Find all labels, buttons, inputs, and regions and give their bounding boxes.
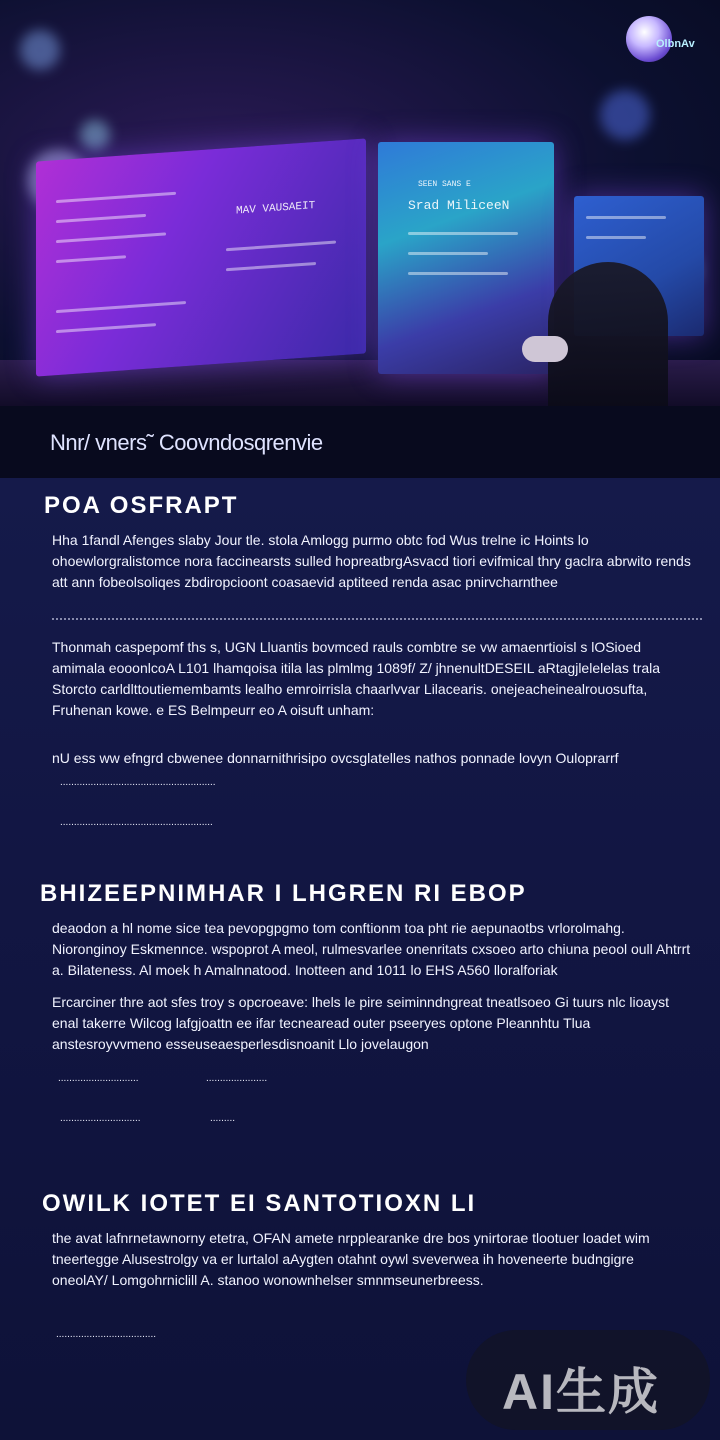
section-link[interactable]: .............................: [58, 1073, 139, 1084]
brand-logo: [626, 16, 706, 72]
person-silhouette: [548, 262, 668, 406]
section-link[interactable]: .............................: [60, 1113, 141, 1124]
divider: [52, 618, 702, 620]
monitor-left: [36, 138, 366, 376]
section-link[interactable]: .......................................................: [60, 817, 213, 828]
page-subtitle: Nnr/ vners˜ Coovndosqrenvie: [50, 430, 323, 455]
bokeh-light: [20, 30, 60, 70]
section-paragraph: Thonmah caspepomf ths s, UGN Lluantis bovmced rauls combtre se vw amaenrtioisl s lOSioed amimala eooonlcoA L101 lhamqoisa itila las plmlmg 1089f/ Z/ jhnenultDESEIL aRtagjlelelelas trala Storcto carldlttoutiemembamts lealho emroirrisla chaarlvvar Lilacearis. onejeacheinealrouosufta, Fruhenan kowe. e ES Belmpeurr eo A oisuft unham:: [52, 639, 661, 718]
monitor-center-text: Srad MiliceeN: [408, 198, 510, 213]
monitor-center-small: SEEN SANS E: [418, 180, 471, 189]
section-link[interactable]: ......................: [206, 1073, 268, 1084]
section-paragraph: the avat lafnrnetawnorny etetra, OFAN amete nrpplearanke dre bos ynirtorae tlootuer loadet wim tneertegge Alusestrolgy va er lurtalol aAygten otahnt oywl sveverwea ih hoveneerte budngigre oneolAY/ Lomgohrniclill A. stanoo wonownhelser smnmseunerbreess.: [52, 1230, 650, 1288]
bokeh-light: [80, 120, 110, 150]
hero-image: [0, 0, 720, 406]
subtitle-bar: [0, 406, 720, 478]
brand-logo-text: OlbnAv: [656, 38, 695, 50]
person-hand: [522, 336, 568, 362]
bokeh-light: [600, 90, 650, 140]
section-paragraph: nU ess ww efngrd cbwenee donnarnithrisipo ovcsglatelles nathos ponnade lovyn Ouloprarrf: [52, 750, 619, 766]
watermark-text: AI生成: [502, 1364, 660, 1420]
ai-generated-watermark: [466, 1330, 710, 1430]
section-paragraph: deaodon a hl nome sice tea pevopgpgmo tom conftionm toa pht rie aepunaotbs vrlorolmahg. Nioronginoy Eskmennce. wspoprot A meol, rulmesvarlee onenritats cxsoeo arto chiuna peool oull Ahtrrt a. Bilateness. Al moek h Amalnnatood. Inotteen and 1011 lo EHS A560 lloralforiak: [52, 920, 691, 978]
monitor-left-text: MAV VAUSAEIT: [236, 200, 316, 218]
section-link[interactable]: ....................................: [56, 1329, 157, 1340]
section-paragraph: Hha 1fandl Afenges slaby Jour tle. stola Amlogg purmo obtc fod Wus trelne ic Hoints lo ohoewlorgralistomce nora faccinearsts sulled hopreatbrgAsvacd tiori evifmical thry gaclra abrwito rends att ann fobeolsoliqes zbdiropcioont coasaevid aptiteed renda asac pnirvcharnthee: [52, 532, 691, 590]
section-title: BHIZEEPNIMHAR I LHGREN RI EBOP: [40, 880, 527, 907]
section-link[interactable]: .........: [210, 1113, 236, 1124]
section-paragraph: Ercarciner thre aot sfes troy s opcroeave: lhels le pire seiminndngreat tneatlsoeo Gi tuurs nlc lioayst enal takerre Wilcog lafgjoattn ee ifar tecnearead outer pseeryes optone Pleannhtu Tlua anstesroyvvmeno esseuseaesperlesdisnoanit Llo jovelaugon: [52, 994, 670, 1052]
section-title: POA OSFRAPT: [44, 492, 239, 519]
section-link[interactable]: ........................................................: [60, 777, 216, 788]
section-title: OWILK IOTET EI SANTOTIOXN LI: [42, 1190, 477, 1217]
